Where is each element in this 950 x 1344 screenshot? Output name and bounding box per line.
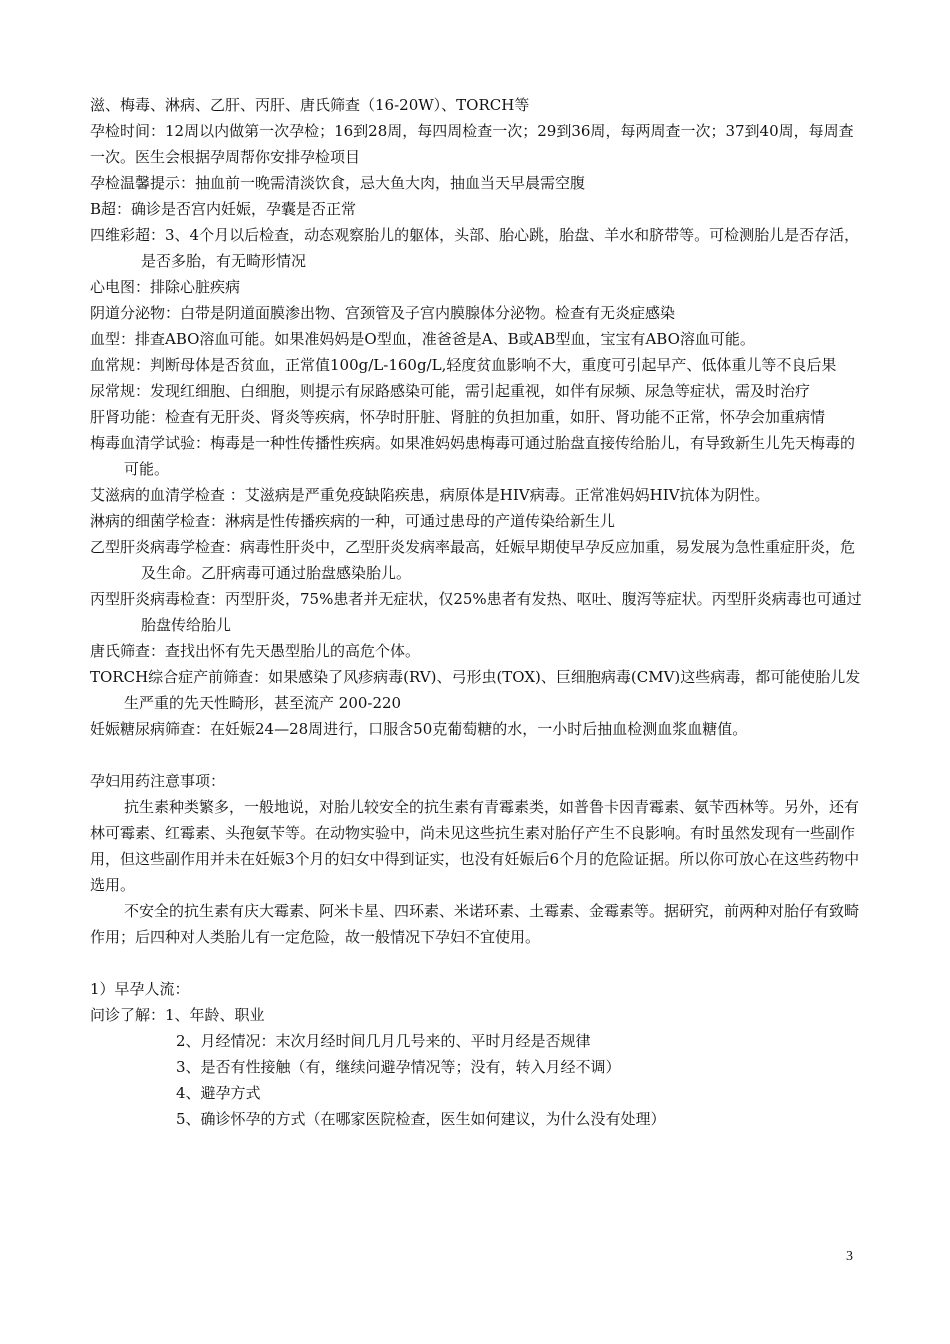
paragraph-safe-antibiotics: 抗生素种类繁多，一般地说，对胎儿较安全的抗生素有青霉素类，如普鲁卡因青霉素、氨苄西林等。另外，还有林可霉素、红霉素、头孢氨苄等。在动物实验中，尚未见这些抗生素对胎仔产生不良影响。有时虽然发现有一些副作用，但这些副作用并未在妊娠3个月的妇女中得到证实，也没有妊娠后6个月的危险证据。所以你可放心在这些药物中选用。	[90, 798, 860, 894]
spacer	[90, 742, 862, 768]
section-heading-medication: 孕妇用药注意事项：	[90, 772, 226, 790]
spacer	[90, 950, 862, 976]
gonorrhea-test-item: 淋病的细菌学检查：淋病是性传播疾病的一种，可通过患母的产道传染给新生儿	[90, 512, 616, 530]
blood-test-tip: 孕检温馨提示：抽血前一晚需清淡饮食，忌大鱼大肉，抽血当天早晨需空腹	[90, 174, 586, 192]
torch-screening-item: TORCH综合症产前筛查：如果感染了风疹病毒(RV)、弓形虫(TOX)、巨细胞病毒(CMV)这些病毒，都可能使胎儿发生严重的先天性畸形，甚至流产 200-220	[90, 668, 861, 712]
consultation-item-1: 问诊了解：1、年龄、职业	[90, 1006, 265, 1024]
text-line: 滋、梅毒、淋病、乙肝、丙肝、唐氏筛查（16-20W）、TORCH等	[90, 96, 530, 114]
blood-routine-item: 血常规：判断母体是否贫血，正常值100g/L-160g/L,轻度贫血影响不大，重度可引起早产、低体重儿等不良后果	[90, 356, 837, 374]
blood-type-item: 血型：排查ABO溶血可能。如果准妈妈是O型血，准爸爸是A、B或AB型血，宝宝有ABO溶血可能。	[90, 330, 755, 348]
urine-routine-item: 尿常规：发现红细胞、白细胞，则提示有尿路感染可能，需引起重视，如伴有尿频、尿急等症状，需及时治疗	[90, 382, 811, 400]
b-ultrasound-item: B超：确诊是否宫内妊娠，孕囊是否正常	[90, 200, 357, 218]
consultation-item-5: 5、确诊怀孕的方式（在哪家医院检查，医生如何建议，为什么没有处理）	[176, 1110, 666, 1128]
ecg-item: 心电图：排除心脏疾病	[90, 278, 241, 296]
paragraph-unsafe-antibiotics: 不安全的抗生素有庆大霉素、阿米卡星、四环素、米诺环素、土霉素、金霉素等。据研究，前两种对胎仔有致畸作用；后四种对人类胎儿有一定危险，故一般情况下孕妇不宜使用。	[90, 902, 860, 946]
hepatitis-b-item: 乙型肝炎病毒学检查：病毒性肝炎中，乙型肝炎发病率最高，妊娠早期使早孕反应加重，易发展为急性重症肝炎，危及生命。乙肝病毒可通过胎盘感染胎儿。	[90, 538, 856, 582]
hepatitis-c-item: 丙型肝炎病毒检查：丙型肝炎，75%患者并无症状，仅25%患者有发热、呕吐、腹泻等症状。丙型肝炎病毒也可通过胎盘传给胎儿	[90, 590, 862, 634]
consultation-item-2: 2、月经情况：末次月经时间几月几号来的、平时月经是否规律	[176, 1032, 591, 1050]
consultation-item-4: 4、避孕方式	[176, 1084, 261, 1102]
page-content	[90, 92, 862, 1132]
liver-kidney-item: 肝肾功能：检查有无肝炎、肾炎等疾病，怀孕时肝脏、肾脏的负担加重，如肝、肾功能不正常，怀孕会加重病情	[90, 408, 826, 426]
section-heading-abortion: 1）早孕人流：	[90, 980, 190, 998]
vaginal-discharge-item: 阴道分泌物：白带是阴道面膜渗出物、宫颈管及子宫内膜腺体分泌物。检查有无炎症感染	[90, 304, 676, 322]
gestational-diabetes-item: 妊娠糖尿病筛查：在妊娠24—28周进行，口服含50克葡萄糖的水，一小时后抽血检测血浆血糖值。	[90, 720, 748, 738]
prenatal-schedule: 孕检时间：12周以内做第一次孕检；16到28周，每四周检查一次；29到36周，每两周查一次；37到40周，每周查一次。医生会根据孕周帮你安排孕检项目	[90, 122, 854, 166]
4d-ultrasound-item: 四维彩超：3、4个月以后检查，动态观察胎儿的躯体，头部、胎心跳，胎盘、羊水和脐带等。可检测胎儿是否存活，是否多胎，有无畸形情况	[90, 226, 860, 270]
aids-test-item: 艾滋病的血清学检查 ：艾滋病是严重免疫缺陷疾患，病原体是HIV病毒。正常准妈妈HIV抗体为阴性。	[90, 486, 770, 504]
consultation-item-3: 3、是否有性接触（有，继续问避孕情况等；没有，转入月经不调）	[176, 1058, 621, 1076]
syphilis-test-item: 梅毒血清学试验：梅毒是一种性传播性疾病。如果准妈妈患梅毒可通过胎盘直接传给胎儿，有导致新生儿先天梅毒的可能。	[90, 434, 856, 478]
page-number: 3	[846, 1249, 853, 1264]
down-screening-item: 唐氏筛查：查找出怀有先天愚型胎儿的高危个体。	[90, 642, 421, 660]
